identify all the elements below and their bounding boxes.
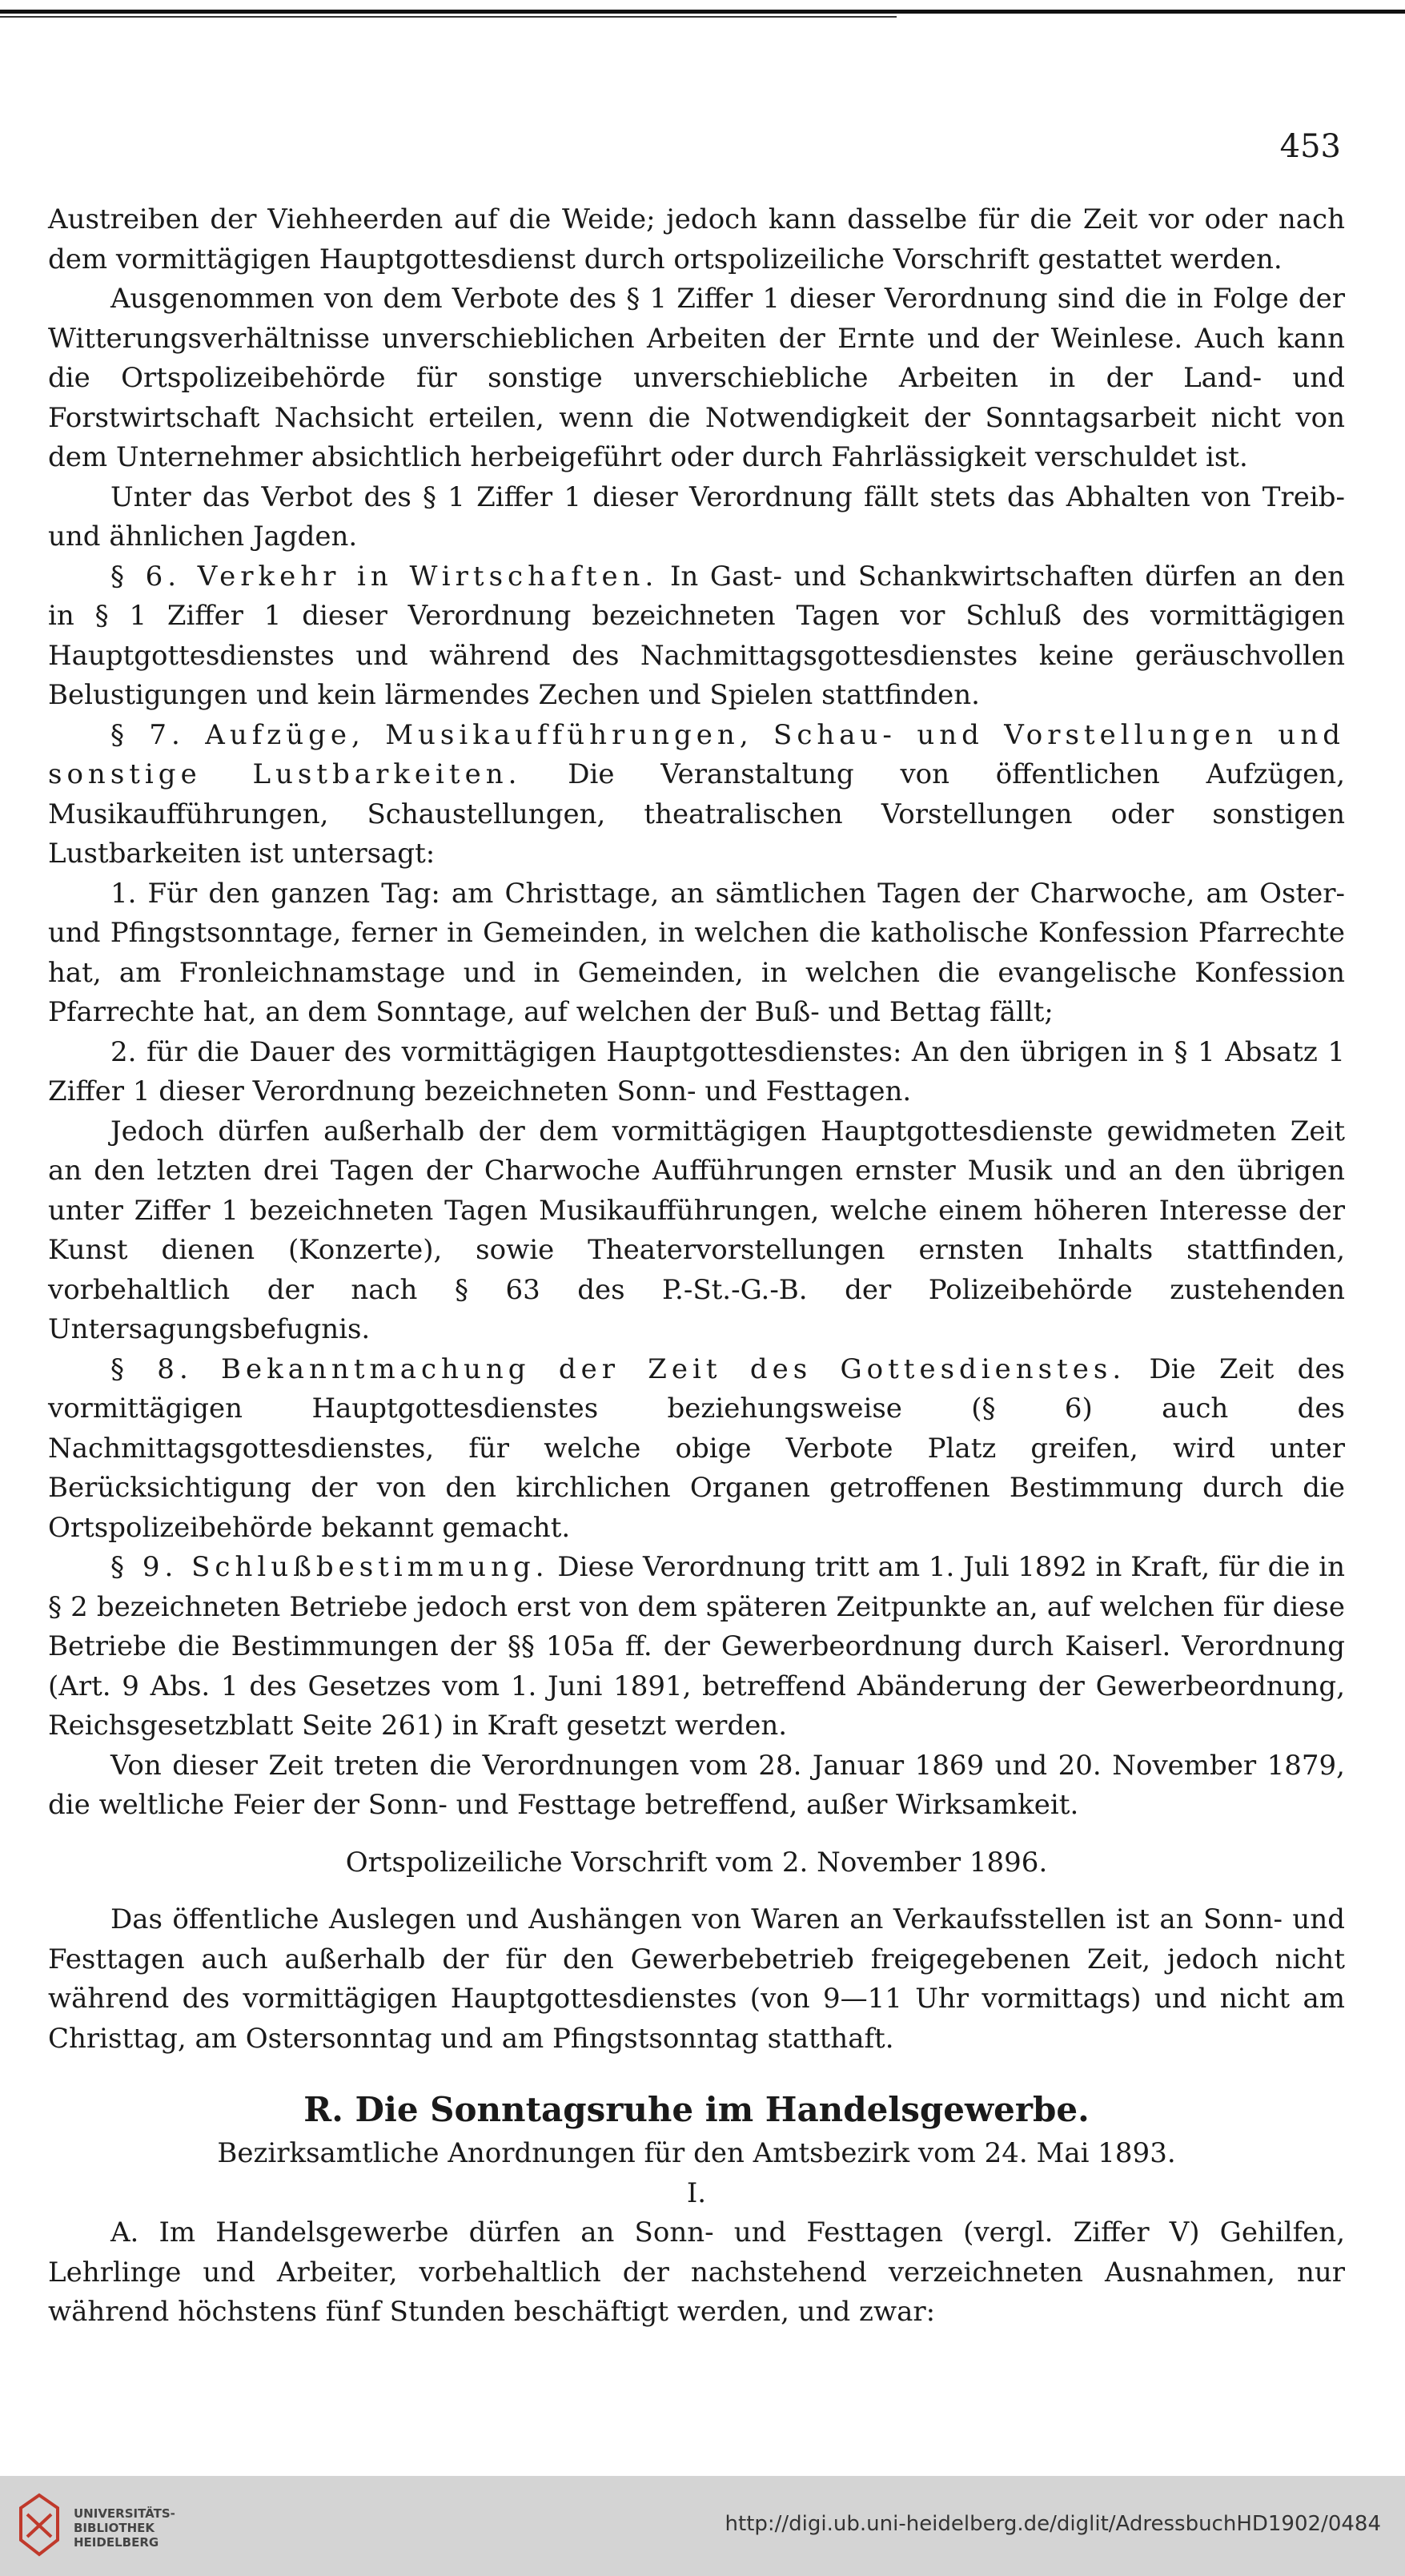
section-r-title: R. Die Sonntagsruhe im Handelsgewerbe. <box>303 2090 1090 2129</box>
section-text: Diese Verordnung tritt am 1. Juli 1892 in Kraft, für die in § 2 bezeichneten Betriebe jedoch erst von dem späteren Zeitpunkte an, auf welchen für diese Betriebe die Bestimmungen der §§ 105a ff. der Gewerbeordnung durch Kaiserl. Verordnung (Art. 9 Abs. 1 des Gesetzes vom 1. Juni 1891, betreffend Abänderung der Gewerbeordnung, Reichsgesetzblatt Seite 261) in Kraft gesetzt werden. <box>48 1551 1346 1742</box>
footer-bar <box>0 2476 1405 2576</box>
page-number: 453 <box>1279 128 1341 165</box>
section-6 <box>48 557 1345 716</box>
section-heading: § 9. Schlußbestimmung. <box>110 1551 549 1583</box>
paragraph: A. Im Handelsgewerbe dürfen an Sonn- und Festtagen (vergl. Ziffer V) Gehilfen, Lehrlinge und Arbeiter, vorbehaltlich der nachstehend verzeichneten Ausnahmen, nur während höchstens fünf Stunden beschäftigt werden, und zwar: <box>48 2216 1345 2328</box>
university-logo-icon <box>16 2490 62 2561</box>
section-7 <box>48 716 1345 874</box>
list-item: 1. Für den ganzen Tag: am Christtage, an sämtlichen Tagen der Charwoche, am Oster- und Pfingstsonntage, ferner in Gemeinden, in welchen die katholische Konfession Pfarrechte hat, am Fronleichnamstage und in Gemeinden, in welchen die evangelische Konfession Pfarrechte hat, an dem Sonntage, auf welchen der Buß- und Bettag fällt; <box>48 877 1345 1028</box>
section-heading: § 8. Bekanntmachung der Zeit des Gottesdienstes. <box>110 1352 1126 1385</box>
section-8 <box>48 1350 1345 1549</box>
top-rule-thick <box>0 10 1405 14</box>
paragraph: Austreiben der Viehheerden auf die Weide; jedoch kann dasselbe für die Zeit vor oder nach dem vormittägigen Hauptgottesdienst durch ortspolizeiliche Vorschrift gestattet werden. <box>48 203 1345 275</box>
paragraph: Ausgenommen von dem Verbote des § 1 Ziffer 1 dieser Verordnung sind die in Folge der Witterungsverhältnisse unverschieblichen Arbeiten der Ernte und der Weinlese. Auch kann die Ortspolizeibehörde für sonstige unverschiebliche Arbeiten in der Land- und Forstwirtschaft Nachsicht erteilen, wenn die Notwendigkeit der Sonntagsarbeit nicht von dem Unternehmer absichtlich herbeigeführt oder durch Fahrlässigkeit verschuldet ist. <box>48 283 1345 473</box>
paragraph: Das öffentliche Auslegen und Aushängen von Waren an Verkaufsstellen ist an Sonn- und Festtagen auch außerhalb der für den Gewerbebetrieb freigegebenen Zeit, jedoch nicht während des vormittägigen Hauptgottesdienstes (von 9—11 Uhr vormittags) und nicht am Christtag, am Ostersonntag und am Pfingstsonntag statthaft. <box>48 1903 1345 2055</box>
list-item: 2. für die Dauer des vormittägigen Hauptgottesdienstes: An den übrigen in § 1 Absatz 1 Ziffer 1 dieser Verordnung bezeichneten Sonn- und Festtagen. <box>48 1035 1345 1107</box>
top-rule-thin <box>0 16 897 18</box>
paragraph: Jedoch dürfen außerhalb der dem vormittägigen Hauptgottesdienste gewidmeten Zeit an den letzten drei Tagen der Charwoche Aufführungen ernster Musik und an den übrigen unter Ziffer 1 bezeichneten Tagen Musikaufführungen, welche einem höheren Interesse der Kunst dienen (Konzerte), sowie Theatervorstellungen ernsten Inhalts stattfinden, vorbehaltlich der nach § 63 des P.-St.-G.-B. der Polizeibehörde zustehenden Untersagungsbefugnis. <box>48 1115 1345 1345</box>
source-url-link[interactable]: http://digi.ub.uni-heidelberg.de/diglit/AdressbuchHD1902/0484 <box>725 2512 1381 2536</box>
roman-numeral: I. <box>686 2176 707 2209</box>
section-9 <box>48 1548 1345 1746</box>
section-text: In Gast- und Schankwirtschaften dürfen an den in § 1 Ziffer 1 dieser Verordnung bezeichneten Tagen vor Schluß des vormittägigen Hauptgottesdienstes und während des Nachmittagsgottesdienstes keine geräuschvollen Belustigungen und kein lärmendes Zechen und Spielen stattfinden. <box>48 560 1345 711</box>
section-heading: § 6. Verkehr in Wirtschaften. <box>110 560 659 593</box>
section-heading: § 7. Aufzüge, Musikaufführungen, Schau- und Vorstellungen und sonstige Lustbarkeiten. <box>48 718 1345 790</box>
institution-line: HEIDELBERG <box>74 2535 159 2550</box>
spacer <box>48 1883 1345 1900</box>
institution-name <box>74 2506 175 2550</box>
ortspolizei-title: Ortspolizeiliche Vorschrift vom 2. November 1896. <box>345 1846 1048 1879</box>
page-body <box>48 200 1345 2333</box>
paragraph: Unter das Verbot des § 1 Ziffer 1 dieser Verordnung fällt stets das Abhalten von Treib- und ähnlichen Jagden. <box>48 480 1345 553</box>
section-r-subtitle: Bezirksamtliche Anordnungen für den Amtsbezirk vom 24. Mai 1893. <box>217 2137 1176 2169</box>
spacer <box>48 1826 1345 1843</box>
top-rule <box>0 0 1405 24</box>
section-text: Die Veranstaltung von öffentlichen Aufzügen, Musikaufführungen, Schaustellungen, theatralischen Vorstellungen oder sonstigen Lustbarkeiten ist untersagt: <box>48 758 1345 870</box>
paragraph: Von dieser Zeit treten die Verordnungen vom 28. Januar 1869 und 20. November 1879, die weltliche Feier der Sonn- und Festtage betreffend, außer Wirksamkeit. <box>48 1749 1345 1821</box>
section-text: Die Zeit des vormittägigen Hauptgottesdienstes beziehungsweise (§ 6) auch des Nachmittagsgottesdienstes, für welche obige Verbote Platz greifen, wird unter Berücksichtigung der von den kirchlichen Organen getroffenen Bestimmung durch die Ortspolizeibehörde bekannt gemacht. <box>48 1352 1345 1544</box>
institution-line: UNIVERSITÄTS- <box>74 2506 175 2521</box>
spacer <box>48 2059 1345 2076</box>
institution-line: BIBLIOTHEK <box>74 2521 155 2535</box>
